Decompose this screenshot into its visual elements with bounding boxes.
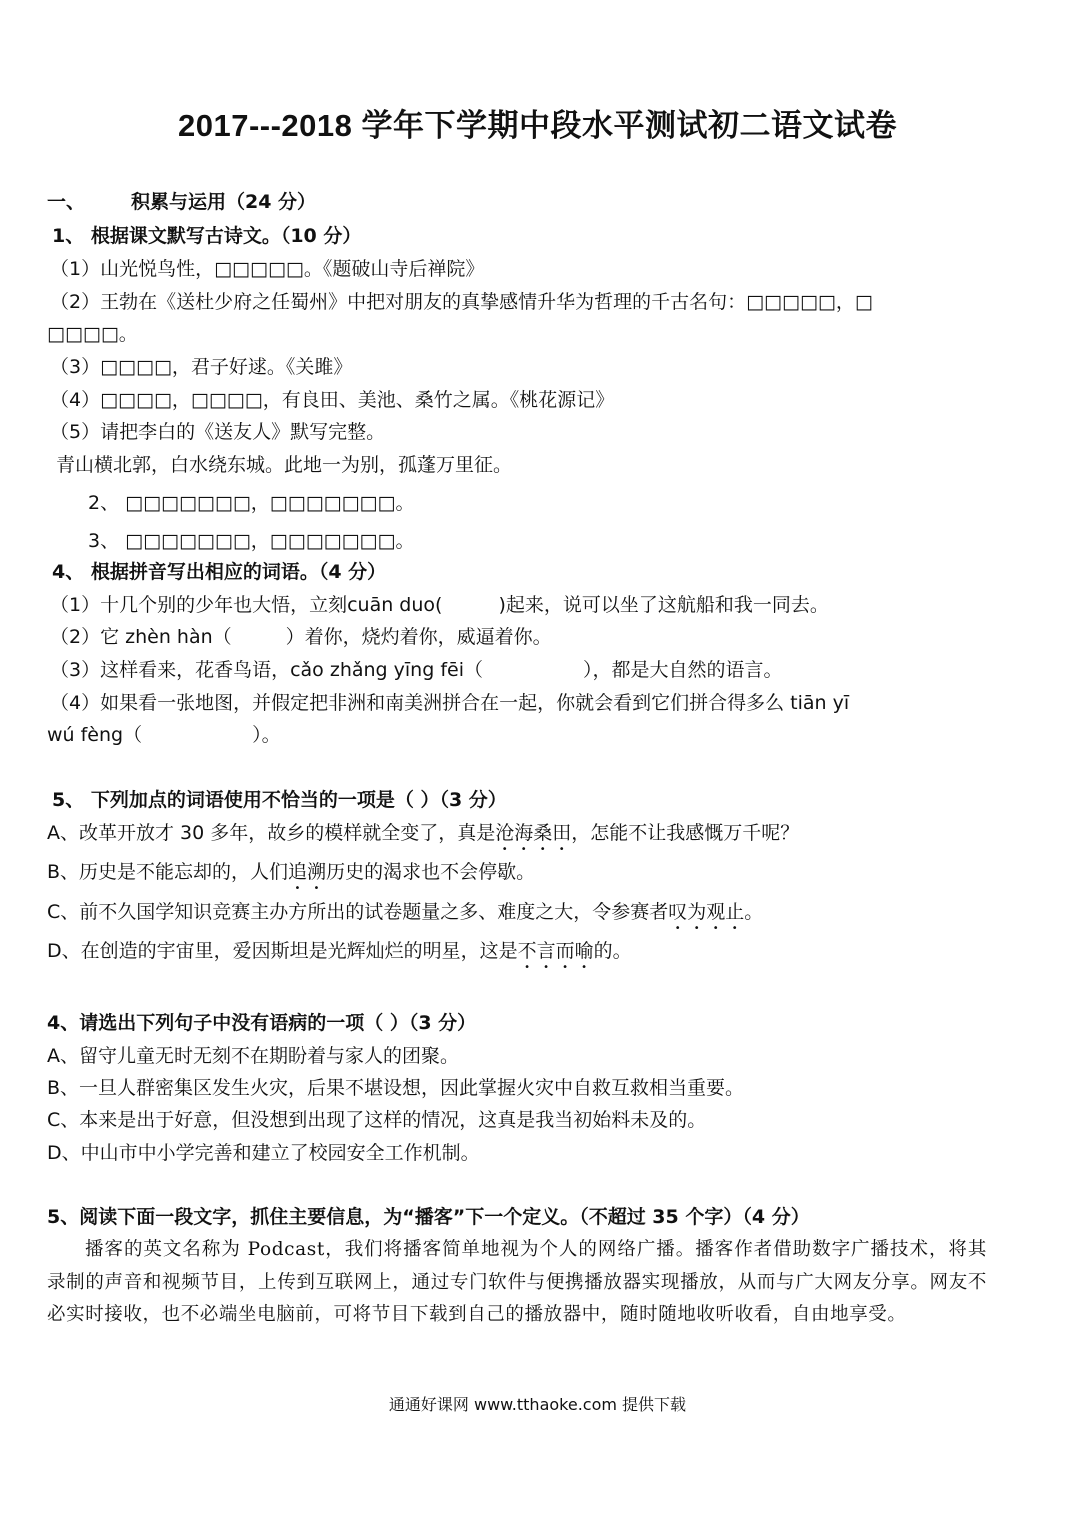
section-label: 积累与运用（24 分） — [131, 191, 317, 213]
question-1-item-3: （3）□□□□，君子好逑。《关雎》 — [50, 356, 353, 378]
option-c: C、前不久国学知识竞赛主办方所出的试卷题量之多、难度之大，令参赛者叹为观止。 — [47, 901, 764, 923]
section-number: 一、 — [47, 191, 86, 213]
option-d: D、在创造的宇宙里，爱因斯坦是光辉灿烂的明星，这是不言而喻的。 — [47, 940, 632, 962]
dotted-word: 叹为观止 — [668, 901, 745, 923]
question-5-define-header: 5、阅读下面一段文字，抓住主要信息，为“播客”下一个定义。（不超过 35 个字）（4 分） — [47, 1206, 810, 1228]
grammar-option-d: D、中山市中小学完善和建立了校园安全工作机制。 — [47, 1142, 480, 1164]
pinyin-item-2: （2）它 zhèn hàn（ ）着你，烧灼着你，威逼着你。 — [50, 626, 552, 648]
grammar-option-a: A、留守儿童无时无刻不在期盼着与家人的团聚。 — [47, 1045, 459, 1067]
pinyin-item-4-cont: wú fèng（ ）。 — [47, 724, 281, 746]
question-4-grammar-header: 4、请选出下列句子中没有语病的一项（ ）（3 分） — [47, 1012, 477, 1034]
question-1-item-4: （4）□□□□，□□□□，有良田、美池、桑竹之属。《桃花源记》 — [50, 389, 615, 411]
grammar-option-c: C、本来是出于好意，但没想到出现了这样的情况，这真是我当初始料未及的。 — [47, 1109, 707, 1131]
pinyin-text: cǎo zhǎng yīng fēi — [290, 659, 464, 681]
page-title: 2017---2018 学年下学期中段水平测试初二语文试卷 — [177, 108, 897, 143]
question-1-item-1: （1）山光悦鸟性，□□□□□。《题破山寺后禅院》 — [50, 258, 485, 280]
pinyin-text: tiān yī — [790, 692, 850, 714]
pinyin-item-1: （1）十几个别的少年也大悟，立刻cuān duo( )起来，说可以坐了这航船和我一同去。 — [50, 594, 829, 616]
question-5-words-header: 5、 下列加点的词语使用不恰当的一项是（ ）（3 分） — [52, 789, 507, 811]
pinyin-item-4: （4）如果看一张地图，并假定把非洲和南美洲拼合在一起，你就会看到它们拼合得多么 tiān yī — [50, 692, 850, 714]
poem-blank-line-2: 2、 □□□□□□□，□□□□□□□。 — [88, 492, 415, 514]
dotted-word: 追溯 — [288, 861, 327, 883]
question-1-item-2: （2）王勃在《送杜少府之任蜀州》中把对朋友的真挚感情升华为哲理的千古名句：□□□□□，□ — [50, 291, 873, 313]
poem-blank-line-3: 3、 □□□□□□□，□□□□□□□。 — [88, 530, 415, 552]
pinyin-text: wú fèng — [47, 724, 124, 746]
section-heading — [47, 188, 316, 216]
podcast-passage: 播客的英文名称为 Podcast，我们将播客简单地视为个人的网络广播。播客作者借助数字广播技术，将其录制的声音和视频节目，上传到互联网上，通过专门软件与便携播放器实现播放，从而与广大网友分享。网友不必实时接收，也不必端坐电脑前，可将节目下载到自己的播放器中，随时随地收听收看，自由地享受。 — [47, 1239, 987, 1325]
grammar-option-b: B、一旦人群密集区发生火灾，后果不堪设想，因此掌握火灾中自救互救相当重要。 — [47, 1077, 745, 1099]
dotted-word: 不言而喻 — [517, 940, 594, 962]
pinyin-text: zhèn hàn — [125, 626, 213, 648]
question-1-header: 1、 根据课文默写古诗文。（10 分） — [52, 225, 362, 247]
pinyin-item-3: （3）这样看来，花香鸟语，cǎo zhǎng yīng fēi（ ），都是大自然的语言。 — [50, 659, 783, 681]
footer-credit[interactable]: 通通好课网 www.tthaoke.com 提供下载 — [388, 1395, 687, 1414]
dotted-word: 沧海桑田 — [495, 822, 572, 844]
option-b: B、历史是不能忘却的，人们追溯历史的渴求也不会停歇。 — [47, 861, 536, 883]
pinyin-text: cuān duo( — [347, 594, 443, 616]
poem-given-line: 青山横北郭，白水绕东城。此地一为别，孤蓬万里征。 — [56, 454, 513, 476]
option-a: A、改革开放才 30 多年，故乡的模样就全变了，真是沧海桑田，怎能不让我感慨万千呢？ — [47, 822, 800, 844]
question-1-item-5: （5）请把李白的《送友人》默写完整。 — [50, 421, 386, 443]
question-1-item-2-cont: □□□□。 — [47, 323, 138, 345]
question-4-pinyin-header: 4、 根据拼音写出相应的词语。（4 分） — [52, 561, 387, 583]
